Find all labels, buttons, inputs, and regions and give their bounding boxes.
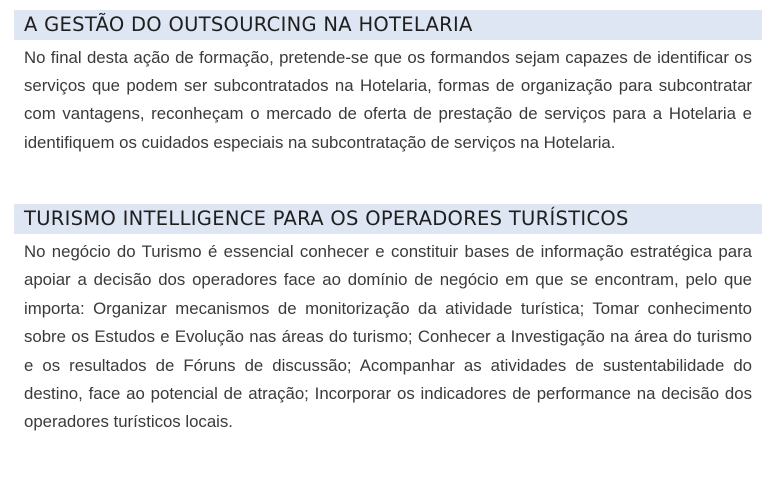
section-heading: A GESTÃO DO OUTSOURCING NA HOTELARIA xyxy=(14,10,762,40)
section-body-text: No final desta ação de formação, pretende-se que os formandos sejam capazes de identificar os serviços que podem ser subcontratados na Hotelaria, formas de organização para subcontratar com vantagens, reconheçam o mercado de oferta de prestação de serviços para a Hotelaria e identifiquem os cuidados especiais na subcontratação de serviços na Hotelaria. xyxy=(24,48,752,152)
section-turismo-intelligence xyxy=(14,204,762,437)
section-heading: TURISMO INTELLIGENCE PARA OS OPERADORES TURÍSTICOS xyxy=(14,204,762,234)
section-outsourcing-hotelaria xyxy=(14,10,762,157)
section-body-text: No negócio do Turismo é essencial conhecer e constituir bases de informação estratégica para apoiar a decisão dos operadores face ao domínio de negócio em que se encontram, pelo que importa: Organizar mecanismos de monitorização da atividade turística; Tomar conhecimento sobre os Estudos e Evolução nas áreas do turismo; Conhecer a Investigação na área do turismo e os resultados de Fóruns de discussão; Acompanhar as atividades de sustentabilidade do destino, face ao potencial de atração; Incorporar os indicadores de performance na decisão dos operadores turísticos locais. xyxy=(24,242,752,432)
